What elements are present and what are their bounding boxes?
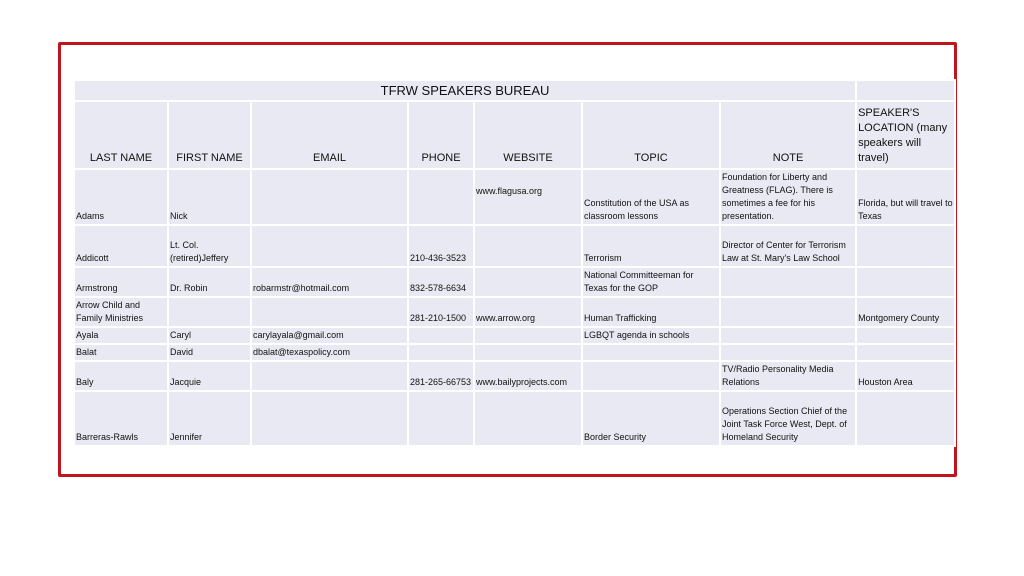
- cell-location: [856, 391, 955, 446]
- header-email: EMAIL: [251, 101, 408, 169]
- cell-last-name: Barreras-Rawls: [74, 391, 168, 446]
- cell-website: www.bailyprojects.com: [474, 361, 582, 391]
- cell-email: [251, 391, 408, 446]
- cell-email: robarmstr@hotmail.com: [251, 267, 408, 297]
- header-topic: TOPIC: [582, 101, 720, 169]
- cell-website: www.flagusa.org: [474, 169, 582, 225]
- cell-website: [474, 267, 582, 297]
- cell-first-name: Dr. Robin: [168, 267, 251, 297]
- cell-last-name: Baly: [74, 361, 168, 391]
- cell-email: carylayala@gmail.com: [251, 327, 408, 344]
- table-row: [74, 361, 955, 391]
- cell-first-name: Nick: [168, 169, 251, 225]
- cell-phone: 281-210-1500: [408, 297, 474, 327]
- table-row: [74, 391, 955, 446]
- cell-email: [251, 169, 408, 225]
- cell-topic: Human Trafficking: [582, 297, 720, 327]
- header-website: WEBSITE: [474, 101, 582, 169]
- cell-phone: 281-265-66753: [408, 361, 474, 391]
- table-row: [74, 225, 955, 267]
- cell-note: [720, 297, 856, 327]
- header-first-name: FIRST NAME: [168, 101, 251, 169]
- cell-note: Director of Center for Terrorism Law at St. Mary's Law School: [720, 225, 856, 267]
- cell-email: [251, 361, 408, 391]
- cell-phone: [408, 344, 474, 361]
- cell-email: dbalat@texaspolicy.com: [251, 344, 408, 361]
- speakers-table: [73, 79, 956, 447]
- header-note: NOTE: [720, 101, 856, 169]
- cell-phone: [408, 169, 474, 225]
- cell-location: [856, 267, 955, 297]
- cell-website: [474, 391, 582, 446]
- cell-location: Houston Area: [856, 361, 955, 391]
- cell-note: [720, 327, 856, 344]
- cell-email: [251, 297, 408, 327]
- slide-frame: [58, 42, 957, 477]
- cell-topic: Border Security: [582, 391, 720, 446]
- cell-location: Montgomery County: [856, 297, 955, 327]
- title-empty-cell: [856, 80, 955, 101]
- cell-first-name: [168, 297, 251, 327]
- table-title: TFRW SPEAKERS BUREAU: [74, 80, 856, 101]
- cell-first-name: Jacquie: [168, 361, 251, 391]
- table-row: [74, 169, 955, 225]
- cell-phone: 832-578-6634: [408, 267, 474, 297]
- cell-topic: [582, 344, 720, 361]
- header-location: SPEAKER'S LOCATION (many speakers will travel): [856, 101, 955, 169]
- cell-phone: [408, 327, 474, 344]
- cell-website: [474, 327, 582, 344]
- cell-website: [474, 344, 582, 361]
- cell-first-name: Caryl: [168, 327, 251, 344]
- cell-phone: [408, 391, 474, 446]
- table-row: [74, 297, 955, 327]
- cell-location: [856, 225, 955, 267]
- cell-topic: Terrorism: [582, 225, 720, 267]
- cell-note: [720, 344, 856, 361]
- cell-note: TV/Radio Personality Media Relations: [720, 361, 856, 391]
- cell-phone: 210-436-3523: [408, 225, 474, 267]
- table-row: [74, 327, 955, 344]
- cell-topic: Constitution of the USA as classroom lessons: [582, 169, 720, 225]
- cell-last-name: Arrow Child and Family Ministries: [74, 297, 168, 327]
- cell-last-name: Adams: [74, 169, 168, 225]
- cell-topic: National Committeeman for Texas for the GOP: [582, 267, 720, 297]
- cell-first-name: Jennifer: [168, 391, 251, 446]
- cell-note: [720, 267, 856, 297]
- cell-website: www.arrow.org: [474, 297, 582, 327]
- cell-location: Florida, but will travel to Texas: [856, 169, 955, 225]
- header-phone: PHONE: [408, 101, 474, 169]
- cell-last-name: Armstrong: [74, 267, 168, 297]
- cell-last-name: Ayala: [74, 327, 168, 344]
- cell-location: [856, 344, 955, 361]
- cell-topic: LGBQT agenda in schools: [582, 327, 720, 344]
- header-last-name: LAST NAME: [74, 101, 168, 169]
- table-row: [74, 344, 955, 361]
- cell-note: Operations Section Chief of the Joint Task Force West, Dept. of Homeland Security: [720, 391, 856, 446]
- table-row: [74, 267, 955, 297]
- cell-first-name: David: [168, 344, 251, 361]
- cell-last-name: Balat: [74, 344, 168, 361]
- cell-email: [251, 225, 408, 267]
- cell-first-name: Lt. Col. (retired)Jeffery: [168, 225, 251, 267]
- cell-last-name: Addicott: [74, 225, 168, 267]
- cell-location: [856, 327, 955, 344]
- cell-website: [474, 225, 582, 267]
- cell-topic: [582, 361, 720, 391]
- cell-note: Foundation for Liberty and Greatness (FLAG). There is sometimes a fee for his presentation.: [720, 169, 856, 225]
